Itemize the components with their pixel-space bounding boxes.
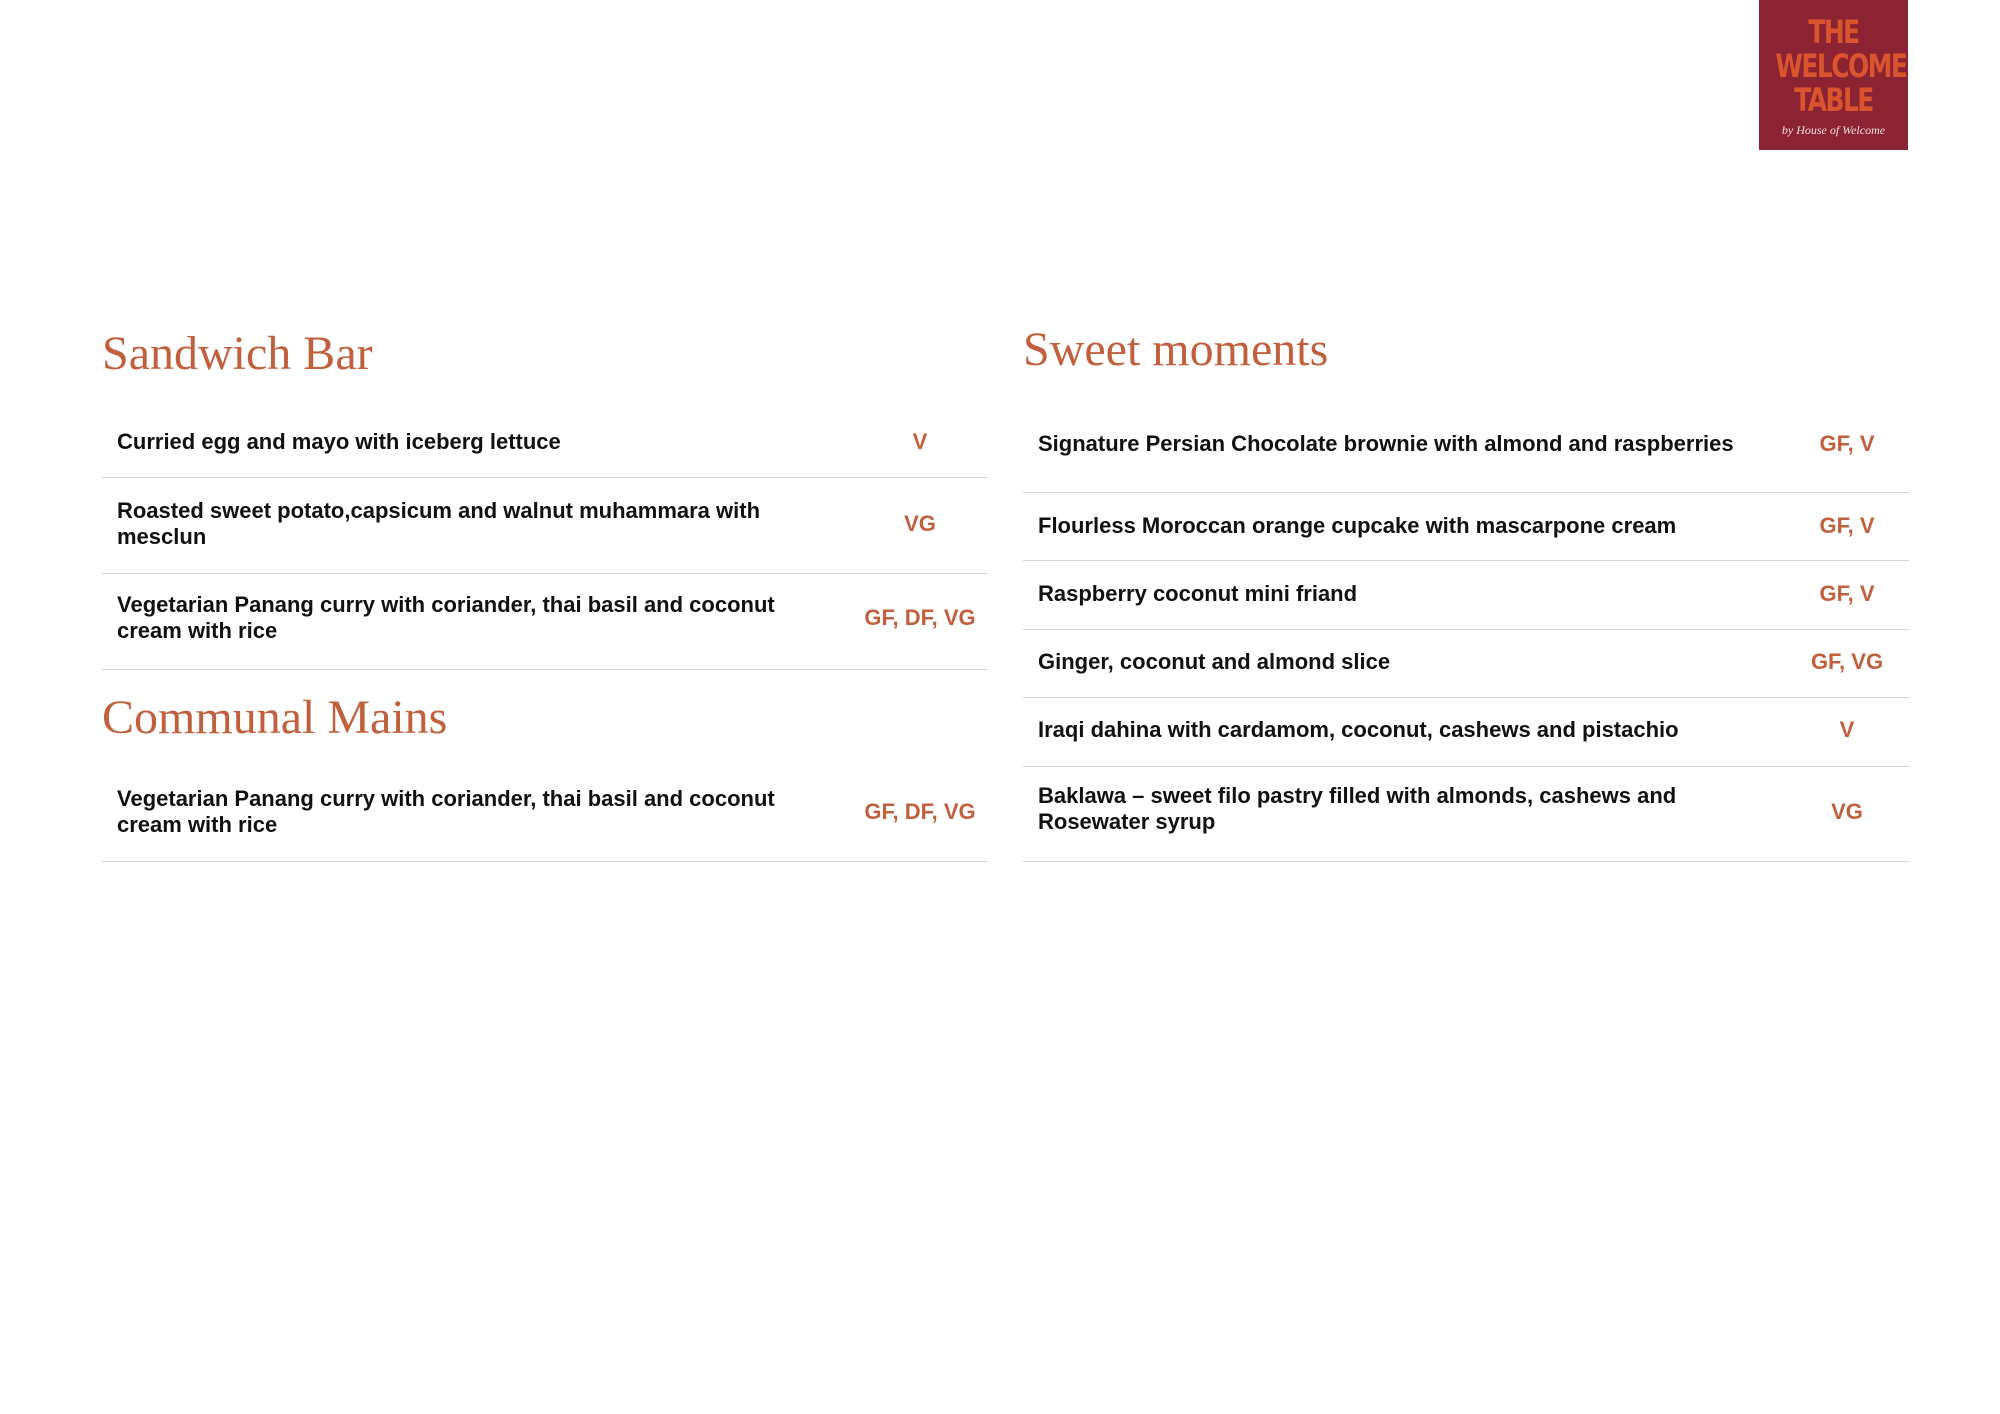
sweet-moments-heading: Sweet moments: [1023, 323, 1329, 376]
dietary-tags: GF, V: [1819, 431, 1875, 456]
logo-line-1: THE: [1808, 13, 1859, 51]
menu-item: [1023, 493, 1909, 561]
communal-mains-heading: Communal Mains: [102, 691, 448, 744]
logo-tagline: by House of Welcome: [1781, 123, 1886, 137]
menu-item: [102, 478, 988, 574]
logo-line-3: TABLE: [1794, 81, 1873, 119]
dish-name: Signature Persian Chocolate brownie with almond and raspberries: [1038, 431, 1734, 456]
menu-item: [1023, 630, 1909, 698]
menu-item: [102, 766, 988, 862]
dish-name: Baklawa – sweet filo pastry filled with almonds, cashews and Rosewater syrup: [1038, 783, 1677, 834]
dietary-tags: GF, DF, VG: [864, 605, 976, 630]
dish-name: Ginger, coconut and almond slice: [1038, 649, 1391, 674]
dietary-tags: GF, VG: [1810, 649, 1884, 674]
dietary-tags: VG: [904, 511, 936, 536]
sandwich-bar-heading: Sandwich Bar: [102, 327, 373, 380]
menu-item: [1023, 767, 1909, 862]
logo: [1759, 0, 1908, 150]
dietary-tags: GF, DF, VG: [864, 799, 976, 824]
logo-line-2: WELCOME: [1775, 47, 1907, 85]
menu-item: [102, 574, 988, 670]
menu-item: [1023, 561, 1909, 630]
menu-item: [102, 410, 988, 478]
dietary-tags: V: [912, 429, 928, 454]
dietary-tags: VG: [1831, 799, 1863, 824]
menu-item: [1023, 410, 1909, 493]
dish-name: Vegetarian Panang curry with coriander, thai basil and coconut cream with rice: [117, 786, 775, 837]
dish-name: Flourless Moroccan orange cupcake with mascarpone cream: [1038, 513, 1677, 538]
dish-name: Raspberry coconut mini friand: [1038, 581, 1358, 606]
dietary-tags: GF, V: [1819, 581, 1875, 606]
dietary-tags: V: [1839, 717, 1855, 742]
menu-item: [1023, 698, 1909, 767]
dish-name: Iraqi dahina with cardamom, coconut, cashews and pistachio: [1038, 717, 1679, 742]
dietary-tags: GF, V: [1819, 513, 1875, 538]
dish-name: Vegetarian Panang curry with coriander, thai basil and coconut cream with rice: [117, 592, 775, 643]
dish-name: Roasted sweet potato,capsicum and walnut muhammara with mesclun: [117, 498, 761, 549]
dish-name: Curried egg and mayo with iceberg lettuce: [117, 429, 561, 454]
